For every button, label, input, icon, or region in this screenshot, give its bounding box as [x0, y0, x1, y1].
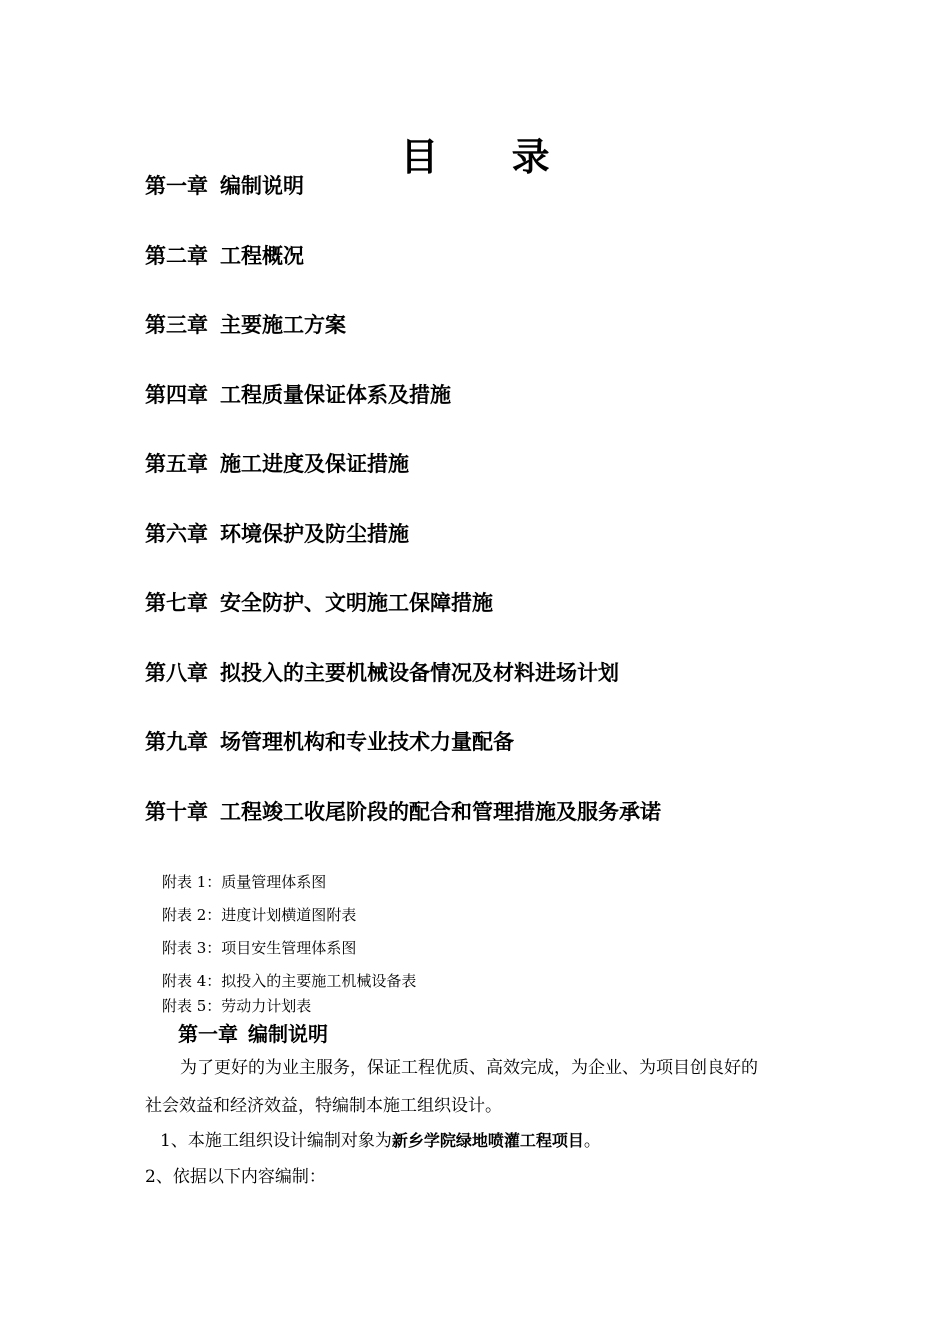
- chapter-title: 工程质量保证体系及措施: [220, 383, 451, 407]
- toc-chapter-item: [145, 242, 304, 270]
- chapter-title: 环境保护及防尘措施: [220, 522, 409, 546]
- toc-title: 目 录: [400, 135, 580, 179]
- chapter-title: 编制说明: [220, 174, 304, 198]
- chapter-number: 第八章: [145, 661, 208, 685]
- chapter-number: 第六章: [145, 522, 208, 546]
- list-item: [160, 1129, 601, 1153]
- section-title: 编制说明: [248, 1022, 328, 1046]
- toc-chapter-item: [145, 728, 514, 756]
- paragraph-line: 为了更好的为业主服务，保证工程优质、高效完成，为企业、为项目创良好的: [180, 1058, 758, 1078]
- project-name: 新乡学院绿地喷灌工程项目: [391, 1131, 584, 1150]
- list-item: 2、依据以下内容编制：: [145, 1167, 326, 1187]
- chapter-title: 工程概况: [220, 244, 304, 268]
- appendix-item: 附表 5：劳动力计划表: [162, 997, 312, 1015]
- toc-chapter-item: [145, 520, 409, 548]
- appendix-item: 附表 2：进度计划横道图附表: [162, 906, 357, 924]
- toc-chapter-item: [145, 798, 661, 826]
- toc-chapter-item: [145, 311, 346, 339]
- chapter-title: 安全防护、文明施工保障措施: [220, 591, 493, 615]
- chapter-number: 第一章: [145, 174, 208, 198]
- section-number: 第一章: [178, 1022, 238, 1046]
- section-heading: [178, 1018, 328, 1047]
- chapter-number: 第九章: [145, 730, 208, 754]
- appendix-item: 附表 1：质量管理体系图: [162, 873, 327, 891]
- chapter-title: 施工进度及保证措施: [220, 452, 409, 476]
- toc-chapter-item: [145, 659, 619, 687]
- chapter-number: 第二章: [145, 244, 208, 268]
- chapter-title: 拟投入的主要机械设备情况及材料进场计划: [220, 661, 619, 685]
- toc-chapter-item: [145, 381, 451, 409]
- chapter-number: 第七章: [145, 591, 208, 615]
- appendix-item: 附表 4：拟投入的主要施工机械设备表: [162, 972, 417, 990]
- toc-chapter-item: [145, 589, 493, 617]
- chapter-number: 第五章: [145, 452, 208, 476]
- chapter-number: 第三章: [145, 313, 208, 337]
- chapter-number: 第四章: [145, 383, 208, 407]
- toc-chapter-item: [145, 450, 409, 478]
- list-item-suffix: 。: [583, 1131, 601, 1151]
- chapter-title: 主要施工方案: [220, 313, 346, 337]
- chapter-title: 场管理机构和专业技术力量配备: [220, 730, 514, 754]
- list-item-prefix: 1、本施工组织设计编制对象为: [160, 1131, 392, 1151]
- toc-chapter-item: [145, 172, 304, 200]
- appendix-item: 附表 3：项目安生管理体系图: [162, 939, 357, 957]
- chapter-title: 工程竣工收尾阶段的配合和管理措施及服务承诺: [220, 800, 661, 824]
- chapter-number: 第十章: [145, 800, 208, 824]
- paragraph-line: 社会效益和经济效益，特编制本施工组织设计。: [145, 1096, 502, 1116]
